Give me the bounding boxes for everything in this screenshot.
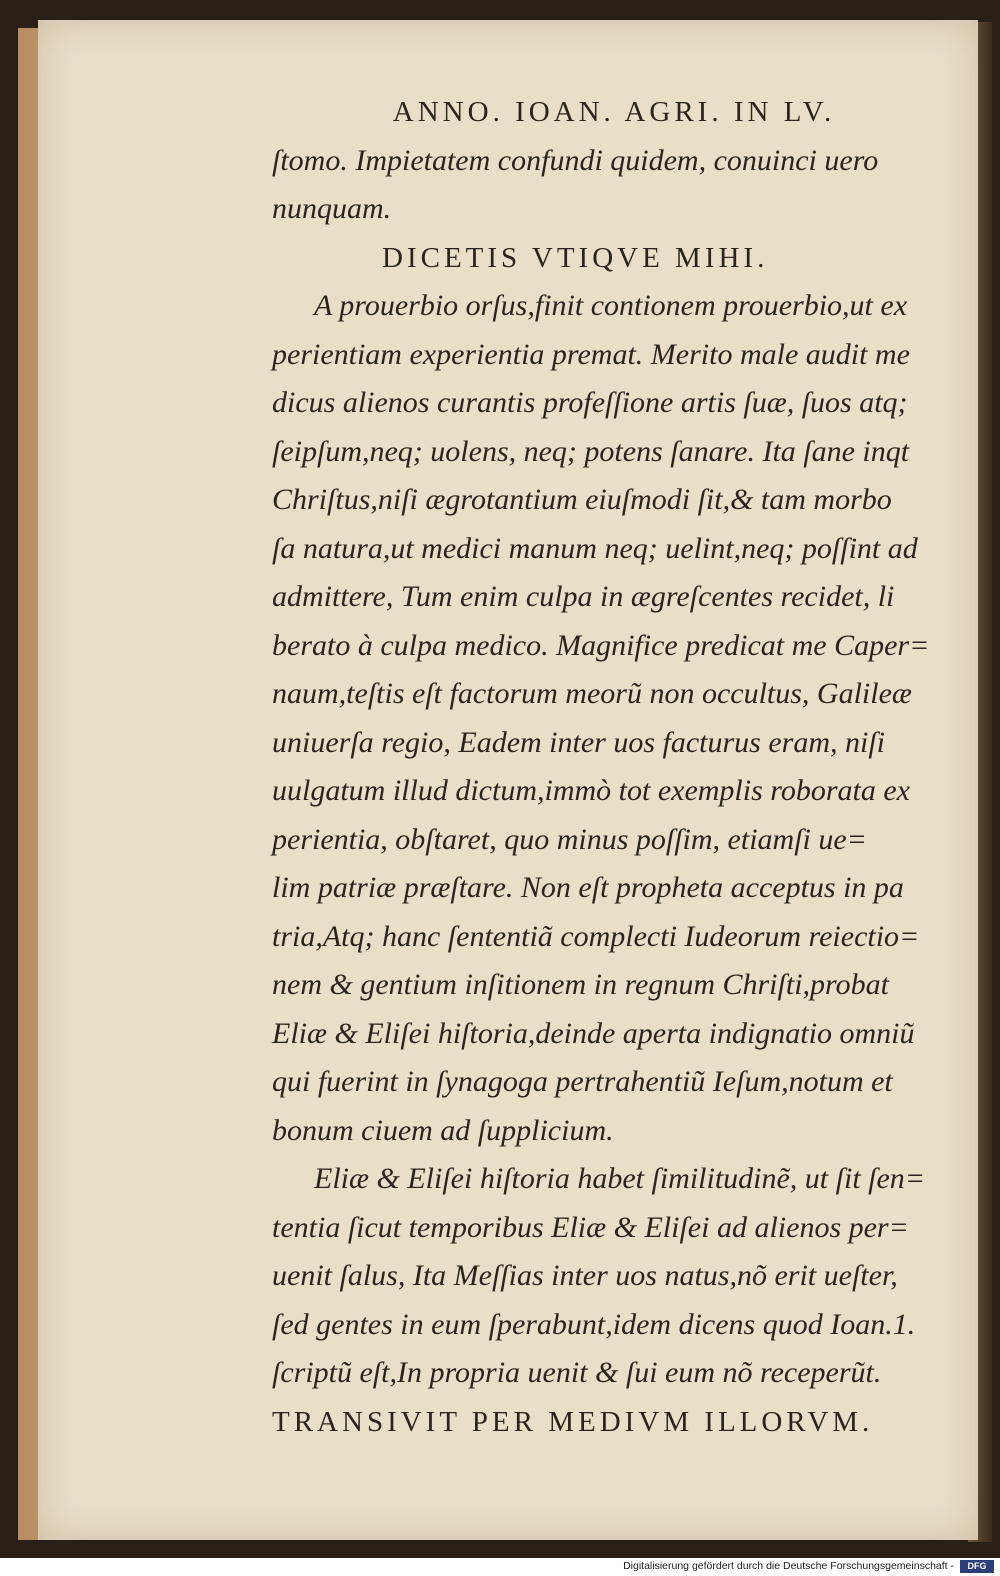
text-line: lim patriæ præſtare. Non eſt propheta acceptus in pa	[272, 871, 904, 904]
text-line: Eliæ & Eliſei hiſtoria habet ſimilitudinẽ, ut ſit ſen=	[314, 1162, 926, 1195]
digitization-footer	[0, 1558, 1000, 1576]
text-line: tentia ſicut temporibus Eliæ & Eliſei ad alienos per=	[272, 1210, 909, 1244]
page-text	[272, 88, 962, 1446]
text-line: ſeipſum,neq; uolens, neq; potens ſanare. Ita ſane inqt	[272, 434, 910, 468]
section-heading: DICETIS VTIQVE MIHI.	[382, 241, 769, 274]
text-line: uenit ſalus, Ita Meſſias inter uos natus,nõ erit ueſter,	[272, 1259, 898, 1292]
running-head: ANNO. IOAN. AGRI. IN LV.	[392, 96, 836, 128]
funding-notice: Digitalisierung gefördert durch die Deutsche Forschungsgemeinschaft -	[623, 1560, 954, 1572]
text-line: tria,Atq; hanc ſententiã complecti Iudeorum reiectio=	[272, 919, 920, 953]
text-line: ſed gentes in eum ſperabunt,idem dicens quod Ioan.1.	[272, 1307, 916, 1341]
text-line: Chriſtus,niſi ægrotantium eiuſmodi ſit,& tam morbo	[272, 483, 892, 516]
text-line: A prouerbio orſus,finit contionem prouerbio,ut ex	[314, 289, 908, 322]
text-line: berato à culpa medico. Magnifice predicat me Caper=	[272, 628, 930, 662]
text-line: naum,teſtis eſt factorum meorũ non occultus, Galileæ	[272, 677, 912, 710]
dfg-logo[interactable]: DFG	[960, 1560, 994, 1573]
text-line: dicus alienos curantis profeſſione artis ſuæ, ſuos atq;	[272, 386, 908, 419]
text-line: Eliæ & Eliſei hiſtoria,deinde aperta indignatio omniũ	[272, 1016, 915, 1050]
text-line: nem & gentium inſitionem in regnum Chriſti,probat	[272, 968, 889, 1001]
text-line: ſtomo. Impietatem confundi quidem, conuinci uero	[272, 143, 879, 177]
text-line: nunquam.	[272, 192, 392, 225]
text-line: qui fuerint in ſynagoga pertrahentiũ Ieſum,notum et	[272, 1065, 893, 1098]
text-line: bonum ciuem ad ſupplicium.	[272, 1113, 614, 1147]
text-line: uulgatum illud dictum,immò tot exemplis roborata ex	[272, 774, 910, 807]
text-line: ſcriptũ eſt,In propria uenit & ſui eum nõ receperũt.	[272, 1356, 882, 1389]
text-line: ſa natura,ut medici manum neq; uelint,neq; poſſint ad	[272, 531, 918, 565]
section-heading: TRANSIVIT PER MEDIVM ILLORVM.	[272, 1405, 874, 1438]
text-line: uniuerſa regio, Eadem inter uos facturus eram, niſi	[272, 725, 886, 759]
text-line: admittere, Tum enim culpa in ægreſcentes recidet, li	[272, 580, 895, 613]
text-line: perientia, obſtaret, quo minus poſſim, etiamſi ue=	[272, 822, 867, 856]
text-line: perientiam experientia premat. Merito male audit me	[272, 337, 910, 371]
